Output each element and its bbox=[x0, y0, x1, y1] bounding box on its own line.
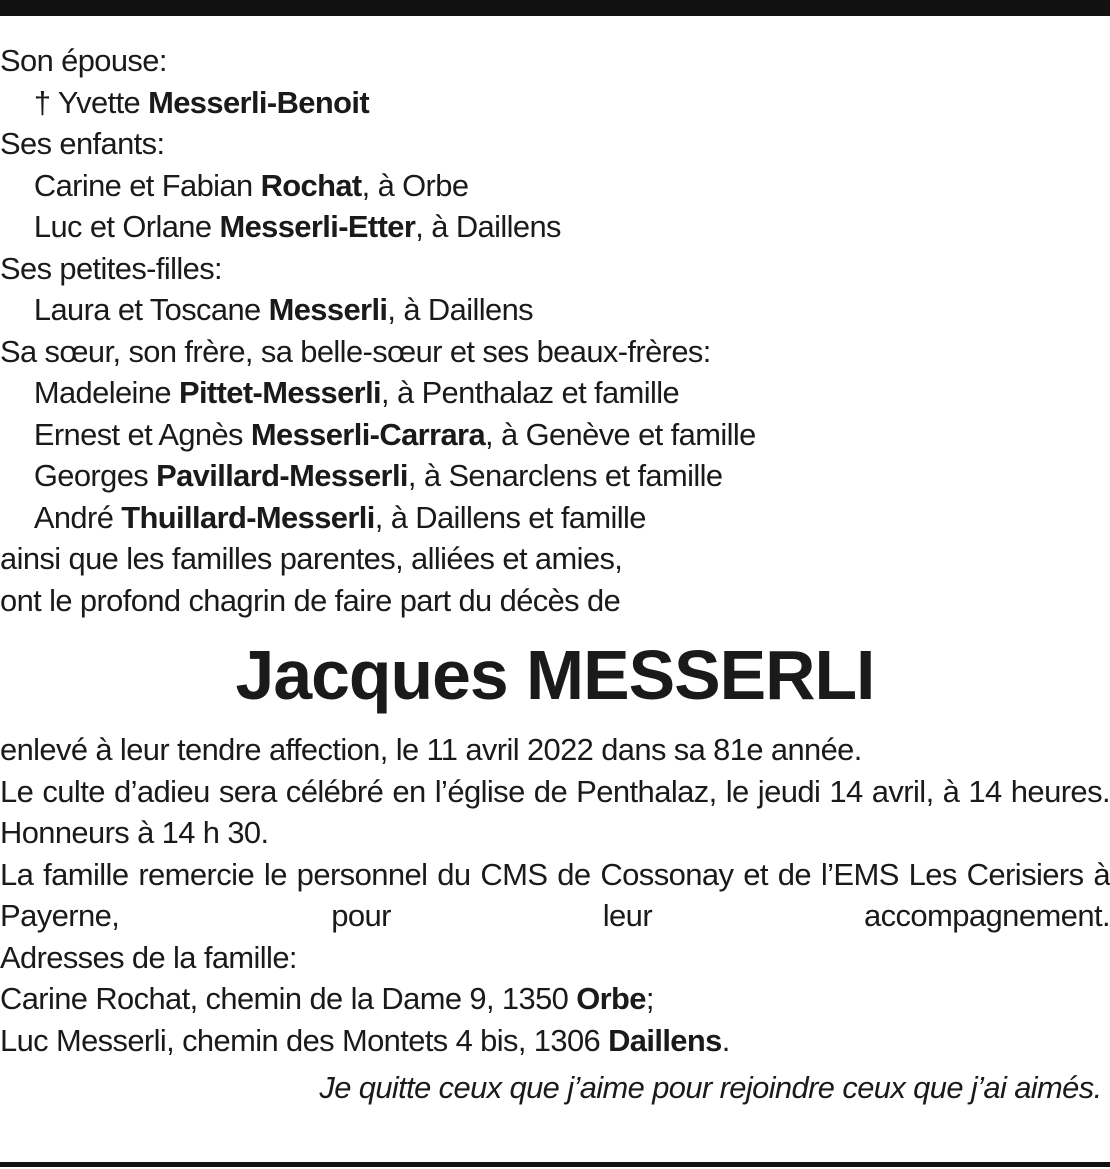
spouse-first-name: Yvette bbox=[57, 84, 141, 120]
child-last-name: Rochat bbox=[260, 167, 362, 203]
child-first-names: Luc et Orlane bbox=[33, 209, 212, 244]
spouse-entry bbox=[0, 82, 1106, 124]
intro-line: ont le profond chagrin de faire part du décès de bbox=[0, 582, 621, 618]
address-end: . bbox=[721, 1022, 730, 1058]
cross-icon: † bbox=[33, 84, 51, 120]
address-entry bbox=[0, 1020, 1106, 1062]
address-entry bbox=[0, 978, 1106, 1020]
granddaughter-first-names: Laura et Toscane bbox=[33, 292, 261, 327]
sibling-first-names: André bbox=[33, 499, 114, 535]
sibling-last-name: Pavillard-Messerli bbox=[156, 458, 408, 493]
passing-text: enlevé à leur tendre affection, le 11 avril 2022 dans sa 81e année. bbox=[0, 732, 862, 767]
motto-quote: Je quitte ceux que j’aime pour rejoindre ceux que j’ai aimés. bbox=[319, 1070, 1102, 1105]
sibling-place: , à Penthalaz et famille bbox=[381, 375, 680, 410]
address-city: Daillens bbox=[608, 1022, 722, 1058]
top-rule bbox=[0, 0, 1110, 16]
sibling-first-names: Madeleine bbox=[33, 375, 171, 410]
spouse-last-name: Messerli-Benoit bbox=[148, 84, 370, 120]
child-entry bbox=[0, 206, 1106, 248]
thanks-text: La famille remercie le personnel du CMS de Cossonay et de l’EMS Les Cerisiers à Payerne, pour leur accompagnement. bbox=[0, 856, 1110, 933]
sibling-last-name: Pittet-Messerli bbox=[178, 375, 382, 410]
sibling-first-names: Ernest et Agnès bbox=[33, 416, 243, 452]
honours-text: Honneurs à 14 h 30. bbox=[0, 815, 269, 850]
obituary-notice bbox=[0, 40, 1110, 1109]
children-heading: Ses enfants: bbox=[0, 126, 165, 161]
deceased-name: Jacques MESSERLI bbox=[235, 636, 875, 714]
granddaughter-entry bbox=[0, 289, 1106, 331]
child-entry bbox=[0, 165, 1106, 207]
granddaughter-last-name: Messerli bbox=[268, 292, 388, 327]
child-first-names: Carine et Fabian bbox=[33, 167, 253, 203]
sibling-entry bbox=[0, 372, 1106, 414]
address-city: Orbe bbox=[576, 981, 646, 1016]
address-end: ; bbox=[645, 981, 654, 1016]
sibling-place: , à Genève et famille bbox=[485, 416, 756, 452]
siblings-heading: Sa sœur, son frère, sa belle-sœur et ses beaux-frères: bbox=[0, 333, 711, 369]
intro-line: ainsi que les familles parentes, alliées et amies, bbox=[0, 541, 623, 576]
address-text: Carine Rochat, chemin de la Dame 9, 1350 bbox=[0, 981, 577, 1016]
spouse-heading: Son épouse: bbox=[0, 43, 167, 78]
service-text: Le culte d’adieu sera célébré en l’église de Penthalaz, le jeudi 14 avril, à 14 heures. bbox=[0, 773, 1110, 809]
granddaughters-heading: Ses petites-filles: bbox=[0, 250, 223, 286]
address-text: Luc Messerli, chemin des Montets 4 bis, 1306 bbox=[0, 1022, 609, 1058]
bottom-rule bbox=[0, 1162, 1110, 1167]
granddaughter-place: , à Daillens bbox=[387, 292, 533, 327]
sibling-first-names: Georges bbox=[33, 458, 149, 493]
sibling-place: , à Senarclens et famille bbox=[407, 458, 723, 493]
child-place: , à Orbe bbox=[361, 167, 469, 203]
sibling-entry bbox=[0, 455, 1106, 497]
child-place: , à Daillens bbox=[415, 209, 561, 244]
sibling-last-name: Messerli-Carrara bbox=[250, 416, 486, 452]
sibling-entry bbox=[0, 414, 1106, 456]
sibling-place: , à Daillens et famille bbox=[374, 499, 646, 535]
child-last-name: Messerli-Etter bbox=[219, 209, 416, 244]
addresses-heading: Adresses de la famille: bbox=[0, 939, 297, 975]
sibling-last-name: Thuillard-Messerli bbox=[121, 499, 375, 535]
sibling-entry bbox=[0, 497, 1106, 539]
